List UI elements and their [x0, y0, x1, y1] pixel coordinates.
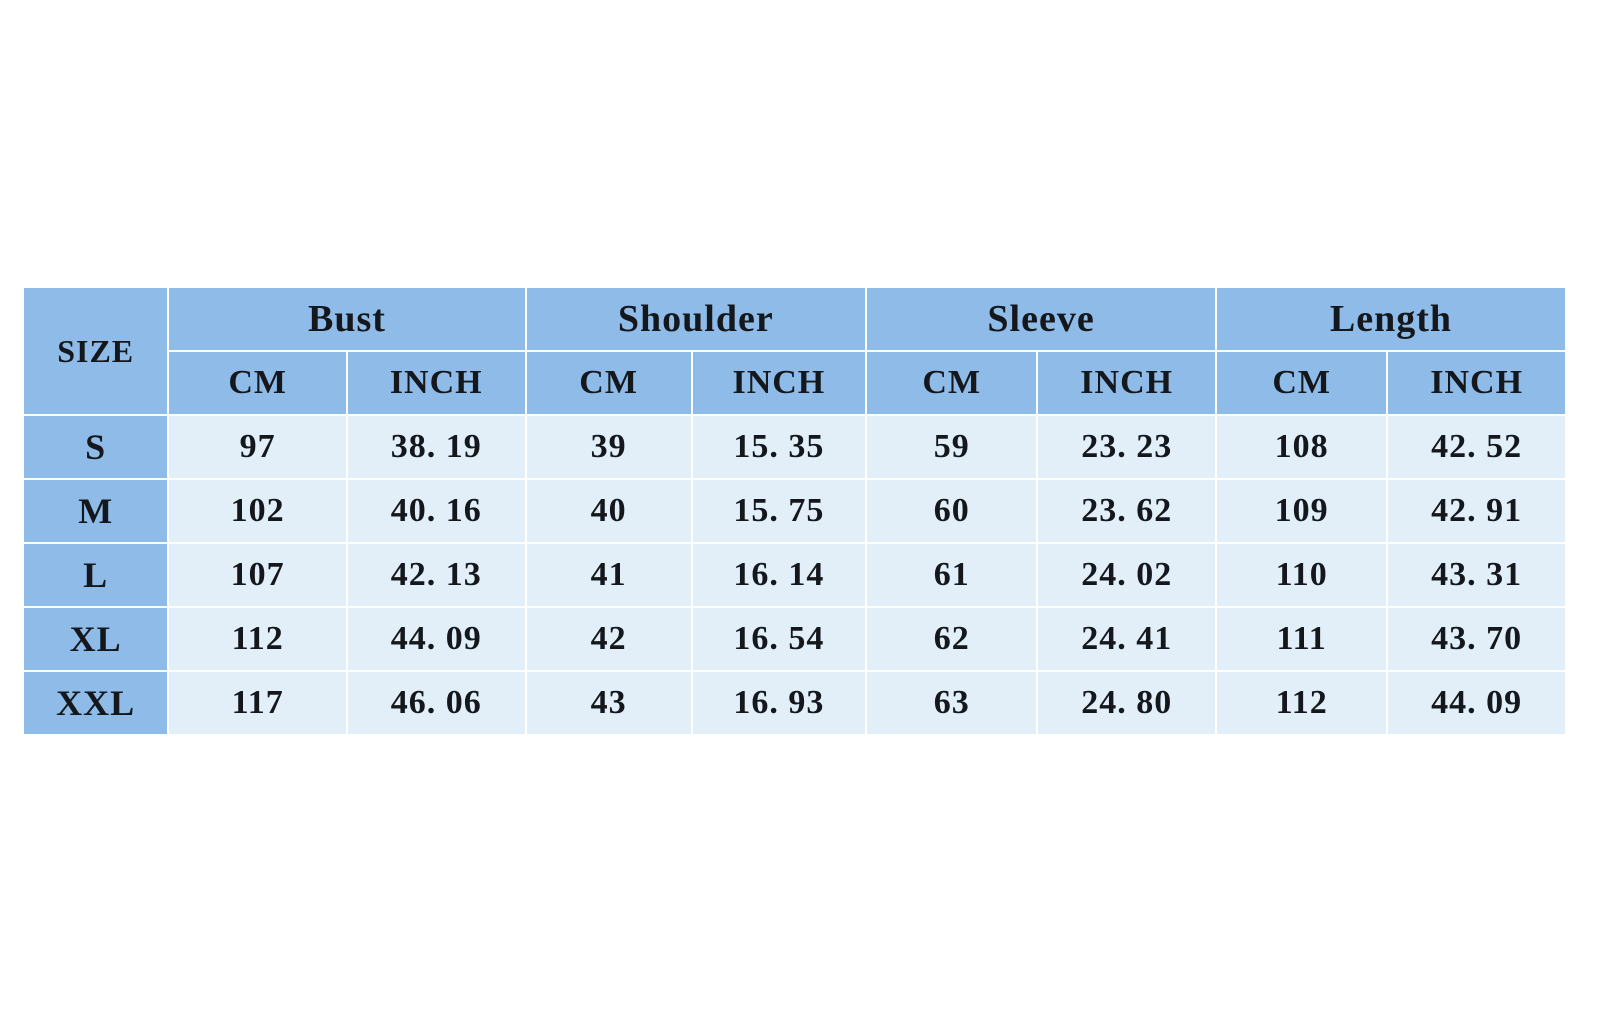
cell-sleeve-inch: 24. 41 [1037, 607, 1216, 671]
cell-length-cm: 112 [1216, 671, 1387, 735]
cell-sleeve-cm: 61 [866, 543, 1037, 607]
cell-bust-inch: 38. 19 [347, 415, 526, 479]
cell-length-cm: 111 [1216, 607, 1387, 671]
row-size-label: M [23, 479, 168, 543]
table-row [23, 415, 1566, 479]
table-header [23, 287, 1566, 415]
size-chart-container [22, 286, 1567, 736]
cell-bust-cm: 117 [168, 671, 347, 735]
header-unit-sleeve-inch: INCH [1037, 351, 1216, 415]
header-group-bust: Bust [168, 287, 525, 351]
header-unit-sleeve-cm: CM [866, 351, 1037, 415]
row-size-label: S [23, 415, 168, 479]
cell-shoulder-cm: 41 [526, 543, 692, 607]
header-unit-length-cm: CM [1216, 351, 1387, 415]
cell-sleeve-inch: 24. 02 [1037, 543, 1216, 607]
cell-shoulder-inch: 15. 35 [692, 415, 866, 479]
cell-length-inch: 42. 52 [1387, 415, 1566, 479]
cell-shoulder-inch: 16. 54 [692, 607, 866, 671]
header-unit-shoulder-cm: CM [526, 351, 692, 415]
header-unit-bust-inch: INCH [347, 351, 526, 415]
header-size: SIZE [23, 287, 168, 415]
table-row [23, 607, 1566, 671]
header-unit-bust-cm: CM [168, 351, 347, 415]
cell-shoulder-inch: 15. 75 [692, 479, 866, 543]
table-body [23, 415, 1566, 735]
cell-bust-inch: 40. 16 [347, 479, 526, 543]
header-group-shoulder: Shoulder [526, 287, 867, 351]
cell-bust-cm: 97 [168, 415, 347, 479]
cell-shoulder-cm: 43 [526, 671, 692, 735]
cell-sleeve-cm: 63 [866, 671, 1037, 735]
header-row-groups [23, 287, 1566, 351]
cell-bust-inch: 46. 06 [347, 671, 526, 735]
cell-bust-inch: 42. 13 [347, 543, 526, 607]
cell-length-inch: 42. 91 [1387, 479, 1566, 543]
cell-shoulder-inch: 16. 93 [692, 671, 866, 735]
header-row-units [23, 351, 1566, 415]
row-size-label: XL [23, 607, 168, 671]
header-group-length: Length [1216, 287, 1566, 351]
cell-sleeve-inch: 23. 23 [1037, 415, 1216, 479]
header-group-sleeve: Sleeve [866, 287, 1216, 351]
table-row [23, 479, 1566, 543]
cell-length-cm: 109 [1216, 479, 1387, 543]
cell-length-inch: 43. 31 [1387, 543, 1566, 607]
table-row [23, 543, 1566, 607]
cell-bust-cm: 102 [168, 479, 347, 543]
cell-length-cm: 110 [1216, 543, 1387, 607]
cell-bust-cm: 112 [168, 607, 347, 671]
cell-shoulder-cm: 39 [526, 415, 692, 479]
table-row [23, 671, 1566, 735]
cell-length-inch: 44. 09 [1387, 671, 1566, 735]
cell-sleeve-inch: 24. 80 [1037, 671, 1216, 735]
cell-sleeve-cm: 62 [866, 607, 1037, 671]
cell-bust-inch: 44. 09 [347, 607, 526, 671]
cell-length-cm: 108 [1216, 415, 1387, 479]
cell-shoulder-cm: 40 [526, 479, 692, 543]
header-unit-shoulder-inch: INCH [692, 351, 866, 415]
row-size-label: XXL [23, 671, 168, 735]
cell-sleeve-inch: 23. 62 [1037, 479, 1216, 543]
cell-length-inch: 43. 70 [1387, 607, 1566, 671]
size-chart-table [22, 286, 1567, 736]
cell-shoulder-inch: 16. 14 [692, 543, 866, 607]
cell-sleeve-cm: 59 [866, 415, 1037, 479]
row-size-label: L [23, 543, 168, 607]
cell-shoulder-cm: 42 [526, 607, 692, 671]
cell-sleeve-cm: 60 [866, 479, 1037, 543]
header-unit-length-inch: INCH [1387, 351, 1566, 415]
cell-bust-cm: 107 [168, 543, 347, 607]
